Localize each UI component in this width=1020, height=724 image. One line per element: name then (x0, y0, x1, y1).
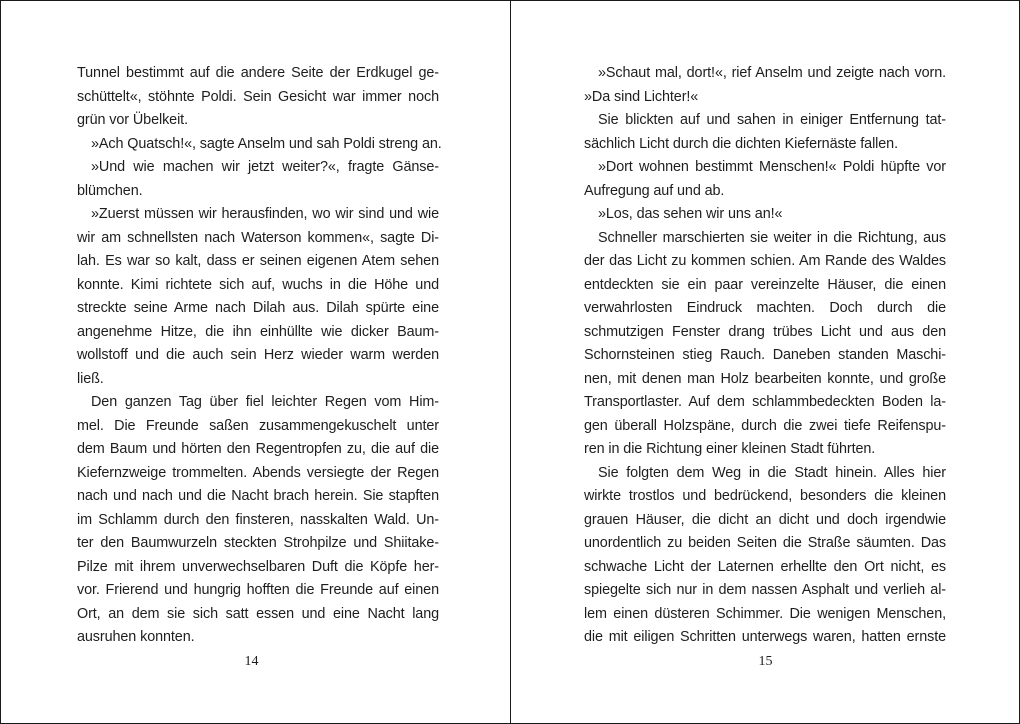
text-line: schmutzigen Fenster drang trübes Licht und aus den (584, 323, 946, 340)
text-line: »Schaut mal, dort!«, rief Anselm und zeigte nach vorn. (598, 65, 946, 81)
text-line: wir am schnellsten nach Waterson kommen«, sagte Di- (77, 229, 439, 246)
text-line: mel. Die Freunde saßen zusammengekuschelt unter (77, 417, 439, 434)
text-line: verwahrlosten Eindruck machten. Doch durch die (584, 300, 946, 316)
text-line: der das Licht zu kommen schien. Am Rande des Waldes (584, 253, 946, 269)
text-line: wirkte trostlos und bedrückend, besonders die kleinen (584, 488, 946, 504)
text-line: Ort, an dem sie sich satt essen und eine Nacht lang (77, 605, 439, 622)
text-line: ren in die Richtung einer kleinen Stadt führten. (584, 441, 876, 457)
text-line: schwache Licht der Laternen erhellte den Ort nicht, es (584, 558, 946, 575)
text-line: lah. Es war so kalt, dass er seinen eigenen Atem sehen (77, 253, 439, 269)
text-line: Transportlaster. Auf dem schlammbedeckten Boden la- (584, 394, 946, 410)
left-page-number: 14 (244, 654, 259, 669)
text-line: streckte seine Arme nach Dilah aus. Dilah spürte eine (77, 300, 439, 316)
text-line: im Schlamm durch den finsteren, nasskalten Wald. Un- (77, 511, 439, 528)
text-line: ter den Baumwurzeln steckten Strohpilze und Shiitake- (77, 535, 439, 551)
text-line: Sie blickten auf und sahen in einiger Entfernung tat- (598, 112, 946, 128)
text-line: konnte. Kimi richtete sich auf, wuchs in die Höhe und (77, 276, 439, 293)
text-line: Aufregung auf und ab. (584, 182, 725, 199)
text-line: »Los, das sehen wir uns an!« (598, 206, 783, 222)
text-line: ließ. (77, 370, 104, 387)
text-line: Sie folgten dem Weg in die Stadt hinein. Alles hier (598, 464, 946, 481)
text-line: »Ach Quatsch!«, sagte Anselm und sah Poldi streng an. (91, 135, 442, 152)
text-line: lem einen düsteren Schimmer. Die wenigen Menschen, (584, 605, 946, 622)
text-line: nach und nach und die Nacht brach herein. Sie stapften (77, 488, 439, 504)
text-line: ausruhen konnten. (77, 629, 195, 645)
text-line: »Dort wohnen bestimmt Menschen!« Poldi hüpfte vor (598, 159, 946, 175)
text-line: vor. Frierend und hungrig hofften die Freunde auf einen (77, 582, 439, 598)
right-page (511, 1, 1020, 723)
text-line: Kiefernzweige trommelten. Abends versiegte der Regen (77, 464, 439, 481)
text-line: schüttelt«, stöhnte Poldi. Sein Gesicht war immer noch (77, 88, 439, 105)
text-line: »Zuerst müssen wir herausfinden, wo wir sind und wie (91, 206, 439, 222)
text-line: gen überall Holzspäne, durch die zwei tiefe Reifenspu- (584, 417, 946, 434)
text-line: »Da sind Lichter!« (584, 88, 699, 105)
text-line: unordentlich zu beiden Seiten die Straße säumten. Das (584, 535, 946, 551)
text-line: nen, mit denen man Holz bearbeiten konnte, und große (584, 370, 946, 387)
left-page (1, 1, 510, 723)
text-line: Schneller marschierten sie weiter in die Richtung, aus (598, 229, 946, 246)
text-line: angenehme Hitze, die ihn einhüllte wie dicker Baum- (77, 323, 439, 340)
text-line: grauen Häuser, die dicht an dicht und doch irgendwie (584, 511, 946, 528)
text-line: Schornsteinen stieg Rauch. Daneben standen Maschi- (584, 347, 946, 363)
text-line: dem Baum und hörten den Regentropfen zu, die auf die (77, 441, 439, 457)
text-line: grün vor Übelkeit. (77, 112, 188, 128)
text-line: »Und wie machen wir jetzt weiter?«, fragte Gänse- (91, 159, 439, 175)
right-page-number: 15 (758, 654, 773, 669)
text-line: Tunnel bestimmt auf die andere Seite der Erdkugel ge- (77, 65, 439, 81)
text-line: Pilze mit ihrem unverwechselbaren Duft die Köpfe her- (77, 558, 439, 575)
text-line: sächlich Licht durch die dichten Kiefernäste fallen. (584, 135, 898, 152)
right-page-body-text (584, 62, 946, 650)
text-line: blümchen. (77, 182, 143, 199)
left-page-body-text (77, 62, 442, 650)
text-line: die mit eiligen Schritten unterwegs waren, hatten ernste (584, 629, 946, 645)
text-line: spiegelte sich nur in dem nassen Asphalt und verlieh al- (584, 582, 946, 598)
text-line: entdeckten sie ein paar vereinzelte Häuser, die einen (584, 276, 946, 293)
text-line: wollstoff und die auch sein Herz wieder warm werden (77, 347, 439, 363)
text-line: Den ganzen Tag über fiel leichter Regen vom Him- (91, 394, 439, 410)
